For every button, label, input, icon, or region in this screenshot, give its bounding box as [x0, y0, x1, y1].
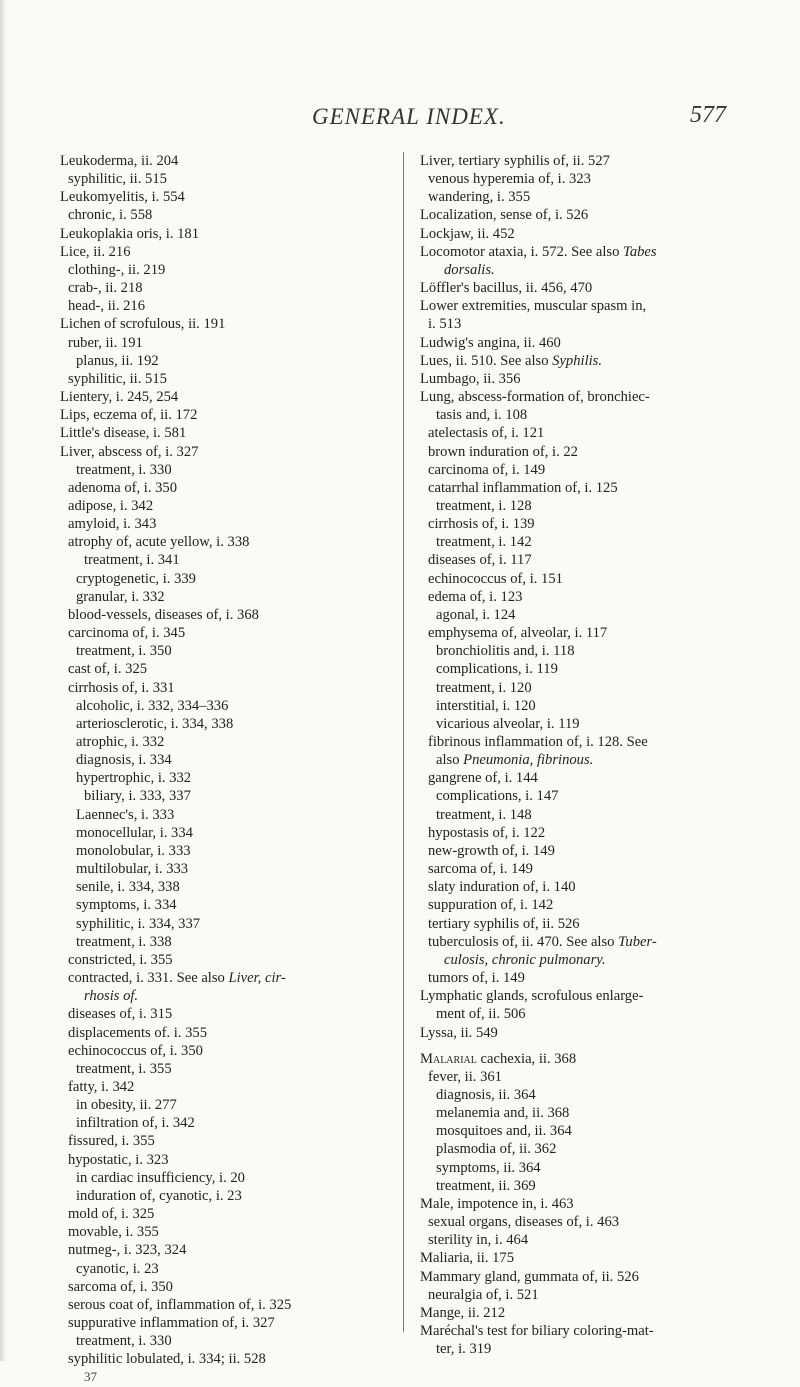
- entry-text: in cardiac insufficiency, i. 20: [76, 1169, 245, 1186]
- index-entry: [420, 479, 765, 497]
- index-entry: [60, 497, 396, 515]
- entry-text: Lumbago, ii. 356: [420, 370, 521, 387]
- entry-text: neuralgia of, i. 521: [428, 1286, 539, 1303]
- entry-text: catarrhal inflammation of, i. 125: [428, 479, 618, 496]
- index-entry: [420, 443, 765, 461]
- index-entry: [60, 1187, 396, 1205]
- entry-text: echinococcus of, i. 350: [68, 1042, 203, 1059]
- index-entry: [420, 679, 765, 697]
- entry-text: cirrhosis of, i. 331: [68, 679, 175, 696]
- index-column-left: [60, 152, 396, 1387]
- entry-text: mold of, i. 325: [68, 1206, 155, 1223]
- index-entry: [420, 533, 765, 551]
- entry-text: treatment, i. 338: [76, 933, 172, 950]
- entry-text: Lockjaw, ii. 452: [420, 225, 515, 242]
- entry-text: melanemia and, ii. 368: [436, 1105, 570, 1122]
- index-entry: [60, 1314, 396, 1332]
- index-entry: [420, 896, 765, 914]
- entry-text: Lung, abscess-formation of, bronchiec-: [420, 389, 650, 406]
- entry-text: fatty, i. 342: [68, 1078, 135, 1095]
- entry-text: syphilitic, ii. 515: [68, 171, 167, 188]
- index-entry: [60, 896, 396, 914]
- index-entry: [60, 1132, 396, 1150]
- entry-text: adenoma of, i. 350: [68, 479, 178, 496]
- index-entry: [420, 1304, 765, 1322]
- entry-text: Lymphatic glands, scrofulous enlarge-: [420, 988, 644, 1005]
- entry-text: syphilitic, ii. 515: [68, 370, 167, 387]
- index-entry: [420, 660, 765, 678]
- index-entry: [60, 443, 396, 461]
- entry-text: planus, ii. 192: [76, 352, 159, 369]
- index-entry: [60, 715, 396, 733]
- index-entry: [420, 715, 765, 733]
- entry-text: Lichen of scrofulous, ii. 191: [60, 316, 226, 333]
- entry-text: agonal, i. 124: [436, 606, 516, 623]
- index-entry: [60, 424, 396, 442]
- entry-text: Leukoderma, ii. 204: [60, 153, 179, 169]
- entry-text: carcinoma of, i. 345: [68, 625, 186, 642]
- entry-text: multilobular, i. 333: [76, 861, 189, 878]
- entry-text: senile, i. 334, 338: [76, 879, 180, 896]
- entry-text: monocellular, i. 334: [76, 824, 193, 841]
- entry-text: gangrene of, i. 144: [428, 770, 538, 787]
- column-rule: [403, 152, 404, 1332]
- entry-text: cast of, i. 325: [68, 661, 148, 678]
- index-entry: [420, 570, 765, 588]
- entry-text: chronic, i. 558: [68, 207, 153, 224]
- index-entry: [60, 915, 396, 933]
- entry-text: ment of, ii. 506: [436, 1006, 526, 1023]
- index-entry: [420, 225, 765, 243]
- entry-text: arteriosclerotic, i. 334, 338: [76, 715, 234, 732]
- index-entry: [420, 1140, 765, 1158]
- entry-text: complications, i. 147: [436, 788, 559, 805]
- entry-text: brown induration of, i. 22: [428, 443, 578, 460]
- entry-text: fissured, i. 355: [68, 1133, 155, 1150]
- index-entry: [420, 170, 765, 188]
- index-entry: [60, 1078, 396, 1096]
- index-entry: [60, 1223, 396, 1241]
- index-entry: [60, 225, 396, 243]
- index-entry: [420, 606, 765, 624]
- entry-text: Lientery, i. 245, 254: [60, 389, 179, 406]
- page-edge-shadow: [0, 0, 6, 1361]
- entry-cross-reference: Tabes: [623, 243, 657, 260]
- index-entry: [60, 261, 396, 279]
- index-entry: [60, 551, 396, 569]
- index-entry: [60, 624, 396, 642]
- index-entry: [60, 515, 396, 533]
- index-entry: [60, 751, 396, 769]
- index-entry: [60, 570, 396, 588]
- entry-text: sarcoma of, i. 350: [68, 1278, 173, 1295]
- entry-text: Lips, eczema of, ii. 172: [60, 407, 198, 424]
- index-entry: [420, 769, 765, 787]
- entry-text: treatment, i. 120: [436, 679, 532, 696]
- index-entry: [420, 860, 765, 878]
- entry-text: emphysema of, alveolar, i. 117: [428, 625, 608, 642]
- index-entry: [60, 1296, 396, 1314]
- index-entry: [420, 1159, 765, 1177]
- entry-text: adipose, i. 342: [68, 497, 154, 514]
- entry-text: edema of, i. 123: [428, 588, 523, 605]
- entry-text: sexual organs, diseases of, i. 463: [428, 1214, 620, 1231]
- entry-text: Ludwig's angina, ii. 460: [420, 334, 561, 351]
- entry-text: bronchiolitis and, i. 118: [436, 643, 575, 660]
- entry-text: fever, ii. 361: [428, 1068, 502, 1085]
- entry-cross-reference: Pneumonia, fibrinous.: [463, 752, 594, 769]
- index-entry: [60, 679, 396, 697]
- entry-text: Little's disease, i. 581: [60, 425, 187, 442]
- entry-text: Liver, abscess of, i. 327: [60, 443, 199, 460]
- entry-text: symptoms, i. 334: [76, 897, 177, 914]
- index-entry: [420, 1050, 765, 1068]
- entry-text: Maréchal's test for biliary coloring-mat-: [420, 1323, 654, 1339]
- entry-text: cyanotic, i. 23: [76, 1260, 159, 1277]
- index-entry: [420, 406, 765, 424]
- entry-text: hypertrophic, i. 332: [76, 770, 192, 787]
- entry-text: Löffler's bacillus, ii. 456, 470: [420, 280, 593, 297]
- entry-text: diseases of, i. 315: [68, 1006, 173, 1023]
- index-entry: [420, 551, 765, 569]
- index-entry: [420, 334, 765, 352]
- entry-text: Lice, ii. 216: [60, 243, 131, 260]
- index-entry: [420, 279, 765, 297]
- entry-text: Leukomyelitis, i. 554: [60, 189, 185, 206]
- index-entry: [60, 370, 396, 388]
- index-entry: [420, 188, 765, 206]
- entry-text: plasmodia of, ii. 362: [436, 1141, 557, 1158]
- index-entry: [60, 769, 396, 787]
- index-entry: [60, 479, 396, 497]
- index-entry: [420, 588, 765, 606]
- index-entry: [420, 1104, 765, 1122]
- index-entry: [420, 1122, 765, 1140]
- index-entry: [60, 315, 396, 333]
- index-entry: [420, 1322, 765, 1340]
- signature-mark: 37: [84, 1369, 97, 1385]
- entry-text: treatment, i. 330: [76, 1333, 172, 1350]
- entry-cross-reference: rhosis of.: [84, 988, 139, 1005]
- entry-text: suppuration of, i. 142: [428, 897, 554, 914]
- index-entry: [60, 860, 396, 878]
- entry-text: treatment, i. 330: [76, 461, 172, 478]
- entry-text: atelectasis of, i. 121: [428, 425, 545, 442]
- index-entry: [60, 842, 396, 860]
- index-entry: [60, 188, 396, 206]
- index-entry: [60, 878, 396, 896]
- entry-text: Laennec's, i. 333: [76, 806, 175, 823]
- index-entry: [60, 1060, 396, 1078]
- entry-smallcaps: Malarial: [420, 1050, 477, 1067]
- entry-text: ruber, ii. 191: [68, 334, 143, 351]
- entry-text: induration of, cyanotic, i. 23: [76, 1187, 242, 1204]
- index-entry: [420, 1068, 765, 1086]
- index-entry: [60, 1260, 396, 1278]
- index-entry: [60, 1042, 396, 1060]
- entry-text: sarcoma of, i. 149: [428, 861, 533, 878]
- index-entry: [60, 1332, 396, 1350]
- entry-cross-reference: Tuber-: [618, 933, 657, 950]
- entry-text: treatment, i. 350: [76, 643, 172, 660]
- entry-text: atrophic, i. 332: [76, 734, 165, 750]
- index-entry: [60, 533, 396, 551]
- entry-text: Locomotor ataxia, i. 572. See also: [420, 243, 624, 260]
- index-entry: [420, 1268, 765, 1286]
- index-entry: [60, 461, 396, 479]
- entry-text: Lues, ii. 510. See also: [420, 352, 553, 369]
- index-entry: [420, 842, 765, 860]
- entry-cross-reference: dorsalis.: [444, 261, 495, 278]
- entry-text: symptoms, ii. 364: [436, 1159, 541, 1176]
- index-entry: [60, 606, 396, 624]
- index-entry: [60, 170, 396, 188]
- index-entry: [60, 352, 396, 370]
- entry-text: also: [436, 752, 464, 769]
- entry-text: tertiary syphilis of, ii. 526: [428, 915, 580, 932]
- entry-text: Lower extremities, muscular spasm in,: [420, 298, 647, 315]
- index-entry: [420, 461, 765, 479]
- entry-text: treatment, i. 355: [76, 1060, 172, 1077]
- index-entry: [60, 969, 396, 987]
- entry-text: mosquitoes and, ii. 364: [436, 1123, 572, 1140]
- entry-text: amyloid, i. 343: [68, 516, 157, 533]
- index-entry: [420, 424, 765, 442]
- index-entry: [420, 1005, 765, 1023]
- entry-text: ter, i. 319: [436, 1341, 492, 1358]
- index-entry: [60, 1151, 396, 1169]
- entry-text: echinococcus of, i. 151: [428, 570, 563, 587]
- entry-gap: [420, 1042, 765, 1050]
- index-entry: [420, 1231, 765, 1249]
- index-entry: [420, 497, 765, 515]
- entry-text: granular, i. 332: [76, 588, 165, 605]
- entry-text: cryptogenetic, i. 339: [76, 570, 196, 587]
- index-entry: [420, 624, 765, 642]
- entry-text: treatment, i. 128: [436, 497, 532, 514]
- index-entry: [60, 933, 396, 951]
- index-entry: [420, 733, 765, 751]
- entry-text: Leukoplakia oris, i. 181: [60, 225, 200, 242]
- index-entry: [420, 969, 765, 987]
- index-entry: [420, 1249, 765, 1267]
- index-entry: [60, 297, 396, 315]
- page-header: [0, 96, 800, 136]
- entry-cross-reference: Syphilis.: [552, 352, 603, 369]
- index-entry: [60, 1096, 396, 1114]
- index-entry: [60, 334, 396, 352]
- index-entry: [60, 824, 396, 842]
- entry-text: interstitial, i. 120: [436, 697, 536, 714]
- running-title: GENERAL INDEX.: [312, 104, 506, 129]
- entry-text: Liver, tertiary syphilis of, ii. 527: [420, 153, 610, 169]
- index-entry: [420, 206, 765, 224]
- index-entry: [60, 951, 396, 969]
- index-entry: [420, 315, 765, 333]
- index-entry: [420, 806, 765, 824]
- index-entry: [420, 1086, 765, 1104]
- entry-text: biliary, i. 333, 337: [84, 788, 191, 805]
- entry-text: carcinoma of, i. 149: [428, 461, 546, 478]
- index-entry: [60, 279, 396, 297]
- index-entry: [60, 152, 396, 170]
- entry-text: new-growth of, i. 149: [428, 842, 555, 859]
- entry-text: displacements of. i. 355: [68, 1024, 208, 1041]
- entry-text: syphilitic lobulated, i. 334; ii. 528: [68, 1351, 266, 1368]
- entry-text: i. 513: [428, 316, 462, 333]
- index-entry: [420, 1024, 765, 1042]
- entry-text: contracted, i. 331. See also: [68, 970, 229, 987]
- index-entry: [420, 370, 765, 388]
- index-entry: [420, 1213, 765, 1231]
- index-entry: [60, 1350, 396, 1368]
- entry-text: syphilitic, i. 334, 337: [76, 915, 201, 932]
- index-entry: [420, 152, 765, 170]
- entry-text: tumors of, i. 149: [428, 970, 525, 987]
- entry-cross-reference: Liver, cir-: [228, 970, 286, 987]
- entry-text: hypostasis of, i. 122: [428, 824, 546, 841]
- entry-text: sterility in, i. 464: [428, 1232, 529, 1249]
- index-entry: [60, 588, 396, 606]
- entry-text: Mange, ii. 212: [420, 1304, 506, 1321]
- entry-text: Localization, sense of, i. 526: [420, 207, 589, 224]
- entry-text: movable, i. 355: [68, 1224, 159, 1241]
- entry-text: Lyssa, ii. 549: [420, 1024, 498, 1041]
- entry-text: diagnosis, ii. 364: [436, 1086, 536, 1103]
- entry-text: atrophy of, acute yellow, i. 338: [68, 534, 250, 551]
- entry-text: tuberculosis of, ii. 470. See also: [428, 933, 619, 950]
- entry-text: Mammary gland, gummata of, ii. 526: [420, 1268, 639, 1285]
- index-entry: [60, 987, 396, 1005]
- entry-text: blood-vessels, diseases of, i. 368: [68, 606, 259, 623]
- entry-text: constricted, i. 355: [68, 951, 173, 968]
- entry-text: monolobular, i. 333: [76, 842, 191, 859]
- index-entry: [60, 206, 396, 224]
- index-entry: [60, 733, 396, 751]
- entry-text: fibrinous inflammation of, i. 128. See: [428, 734, 648, 750]
- entry-text: nutmeg-, i. 323, 324: [68, 1242, 187, 1259]
- entry-text: tasis and, i. 108: [436, 407, 528, 424]
- entry-text: complications, i. 119: [436, 661, 558, 678]
- index-entry: [60, 660, 396, 678]
- index-entry: [420, 352, 765, 370]
- index-entry: [420, 824, 765, 842]
- entry-text: treatment, ii. 369: [436, 1177, 536, 1194]
- index-entry: [60, 1205, 396, 1223]
- index-entry: [60, 642, 396, 660]
- index-entry: [60, 406, 396, 424]
- index-entry: [60, 243, 396, 261]
- index-entry: [60, 1169, 396, 1187]
- entry-text: treatment, i. 148: [436, 806, 532, 823]
- entry-text: infiltration of, i. 342: [76, 1115, 195, 1132]
- entry-text: treatment, i. 142: [436, 534, 532, 551]
- index-entry: [420, 642, 765, 660]
- entry-cross-reference: culosis, chronic pulmonary.: [444, 951, 606, 968]
- entry-text: in obesity, ii. 277: [76, 1097, 177, 1114]
- index-entry: [60, 787, 396, 805]
- index-entry: [420, 915, 765, 933]
- entry-text: suppurative inflammation of, i. 327: [68, 1315, 275, 1331]
- entry-text: venous hyperemia of, i. 323: [428, 171, 591, 188]
- index-entry: [420, 1286, 765, 1304]
- entry-text: cachexia, ii. 368: [476, 1050, 577, 1067]
- entry-text: Maliaria, ii. 175: [420, 1250, 515, 1267]
- index-entry: [420, 1177, 765, 1195]
- entry-text: hypostatic, i. 323: [68, 1151, 169, 1168]
- index-entry: [420, 987, 765, 1005]
- index-entry: [60, 1241, 396, 1259]
- index-entry: [420, 878, 765, 896]
- entry-text: treatment, i. 341: [84, 552, 180, 569]
- entry-text: clothing-, ii. 219: [68, 261, 166, 278]
- index-entry: [420, 297, 765, 315]
- index-entry: [420, 515, 765, 533]
- entry-text: diagnosis, i. 334: [76, 752, 172, 769]
- entry-text: alcoholic, i. 332, 334–336: [76, 697, 229, 714]
- entry-text: head-, ii. 216: [68, 298, 146, 315]
- index-entry: [60, 697, 396, 715]
- index-entry: [420, 933, 765, 951]
- index-entry: [420, 787, 765, 805]
- index-entry: [420, 697, 765, 715]
- entry-text: vicarious alveolar, i. 119: [436, 715, 580, 732]
- entry-text: diseases of, i. 117: [428, 552, 532, 569]
- index-entry: [420, 243, 765, 261]
- entry-text: Male, impotence in, i. 463: [420, 1195, 574, 1212]
- index-entry: [420, 1340, 765, 1358]
- index-entry: [420, 1195, 765, 1213]
- entry-text: cirrhosis of, i. 139: [428, 516, 535, 533]
- page-number: 577: [690, 102, 726, 128]
- index-entry: [420, 388, 765, 406]
- entry-text: slaty induration of, i. 140: [428, 879, 576, 896]
- index-entry: [60, 1114, 396, 1132]
- index-entry: [60, 1278, 396, 1296]
- index-entry: [60, 1024, 396, 1042]
- index-entry: [420, 261, 765, 279]
- entry-text: serous coat of, inflammation of, i. 325: [68, 1296, 292, 1313]
- index-column-right: [420, 152, 765, 1358]
- index-entry: [60, 806, 396, 824]
- entry-text: crab-, ii. 218: [68, 280, 143, 297]
- index-entry: [420, 951, 765, 969]
- index-entry: [60, 388, 396, 406]
- entry-text: wandering, i. 355: [428, 189, 531, 206]
- index-entry: [420, 751, 765, 769]
- index-entry: [60, 1005, 396, 1023]
